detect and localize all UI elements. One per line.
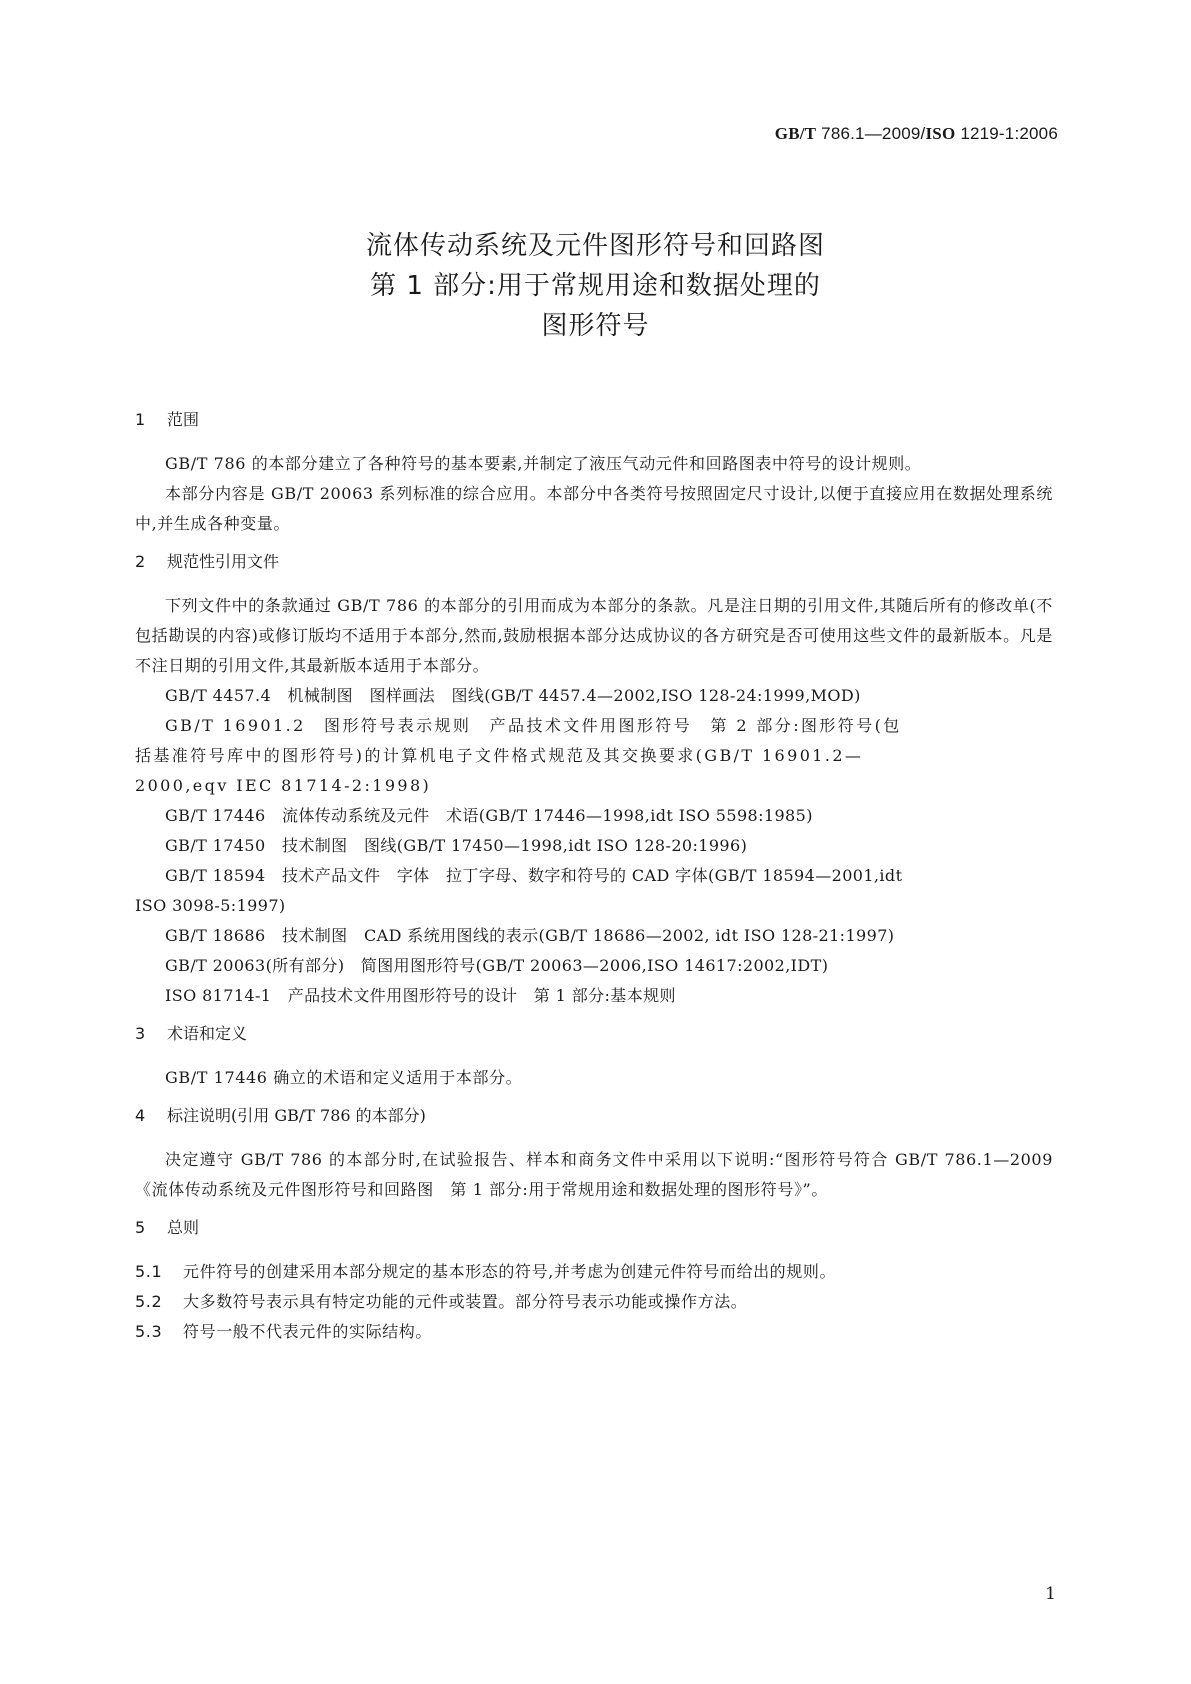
page-number: 1 [1045, 1584, 1056, 1604]
clause-5-3 [135, 1317, 1053, 1347]
section-2-heading [135, 547, 1053, 577]
section-5-title: 总则 [167, 1218, 200, 1237]
section-1-title: 范围 [167, 410, 200, 429]
reference-item: GB/T 16901.2 图形符号表示规则 产品技术文件用图形符号 第 2 部分:图形符号(包 [165, 716, 902, 735]
standard-number-header [775, 124, 1058, 144]
reference-item: GB/T 4457.4 机械制图 图样画法 图线(GB/T 4457.4—2002,ISO 128-24:1999,MOD) [165, 686, 861, 705]
reference-item: GB/T 17446 流体传动系统及元件 术语(GB/T 17446—1998,idt ISO 5598:1985) [165, 806, 813, 825]
section-1-paragraph-1: GB/T 786 的本部分建立了各种符号的基本要素,并制定了液压气动元件和回路图表中符号的设计规则。 [165, 454, 922, 473]
reference-list [135, 681, 1053, 1011]
section-4-title-extra: (引用 GB/T 786 的本部分) [231, 1106, 426, 1125]
reference-item: GB/T 20063(所有部分) 简图用图形符号(GB/T 20063—2006,ISO 14617:2002,IDT) [165, 956, 829, 975]
section-3-title: 术语和定义 [167, 1024, 248, 1043]
clause-text: 大多数符号表示具有特定功能的元件或装置。部分符号表示功能或操作方法。 [183, 1292, 748, 1311]
clause-text: 元件符号的创建采用本部分规定的基本形态的符号,并考虑为创建元件符号而给出的规则。 [183, 1262, 837, 1281]
title-line-1: 流体传动系统及元件图形符号和回路图 [365, 231, 825, 261]
reference-item-continuation: ISO 3098-5:1997) [135, 896, 286, 915]
clause-number: 5.3 [135, 1322, 163, 1341]
reference-item: ISO 81714-1 产品技术文件用图形符号的设计 第 1 部分:基本规则 [165, 986, 676, 1005]
std-gb-number: 786.1—2009/ [821, 124, 926, 143]
section-4-number: 4 [135, 1106, 146, 1125]
clause-text: 符号一般不代表元件的实际结构。 [183, 1322, 433, 1341]
clause-number: 5.1 [135, 1262, 163, 1281]
section-5-number: 5 [135, 1218, 146, 1237]
document-body [135, 405, 1053, 1347]
section-4-heading [135, 1101, 1053, 1131]
section-4-title: 标注说明 [167, 1106, 232, 1125]
section-4-paragraph-1: 决定遵守 GB/T 786 的本部分时,在试验报告、样本和商务文件中采用以下说明:“图形符号符合 GB/T 786.1—2009《流体传动系统及元件图形符号和回路图 第 1 部分:用于常规用途和数据处理的图形符号》”。 [135, 1150, 1053, 1199]
reference-item: GB/T 17450 技术制图 图线(GB/T 17450—1998,idt ISO 128-20:1996) [165, 836, 748, 855]
section-1-heading [135, 405, 1053, 435]
section-5-heading [135, 1213, 1053, 1243]
title-line-2: 第 1 部分:用于常规用途和数据处理的 [370, 271, 821, 301]
section-3-heading [135, 1019, 1053, 1049]
clause-5-2 [135, 1287, 1053, 1317]
section-3-number: 3 [135, 1024, 146, 1043]
std-iso-prefix: ISO [925, 124, 956, 143]
section-1-paragraph-2: 本部分内容是 GB/T 20063 系列标准的综合应用。本部分中各类符号按照固定尺寸设计,以便于直接应用在数据处理系统中,并生成各种变量。 [135, 484, 1053, 533]
section-2-number: 2 [135, 552, 146, 571]
std-iso-number: 1219-1:2006 [960, 124, 1058, 143]
reference-item: GB/T 18686 技术制图 CAD 系统用图线的表示(GB/T 18686—2002, idt ISO 128-21:1997) [165, 926, 895, 945]
reference-item-continuation: 括基准符号库中的图形符号)的计算机电子文件格式规范及其交换要求(GB/T 16901.2— [135, 746, 864, 765]
document-title [0, 226, 1191, 346]
section-2-intro: 下列文件中的条款通过 GB/T 786 的本部分的引用而成为本部分的条款。凡是注日期的引用文件,其随后所有的修改单(不包括勘误的内容)或修订版均不适用于本部分,然而,鼓励根据本部分达成协议的各方研究是否可使用这些文件的最新版本。凡是不注日期的引用文件,其最新版本适用于本部分。 [135, 596, 1053, 675]
reference-item: GB/T 18594 技术产品文件 字体 拉丁字母、数字和符号的 CAD 字体(GB/T 18594—2001,idt [165, 866, 903, 885]
clause-number: 5.2 [135, 1292, 163, 1311]
section-3-paragraph-1: GB/T 17446 确立的术语和定义适用于本部分。 [165, 1068, 523, 1087]
reference-item-continuation: 2000,eqv IEC 81714-2:1998) [135, 776, 432, 795]
section-1-number: 1 [135, 410, 146, 429]
title-line-3: 图形符号 [541, 311, 650, 341]
std-gb-prefix: GB/T [774, 124, 817, 143]
section-2-title: 规范性引用文件 [167, 552, 280, 571]
clause-5-1 [135, 1257, 1053, 1287]
